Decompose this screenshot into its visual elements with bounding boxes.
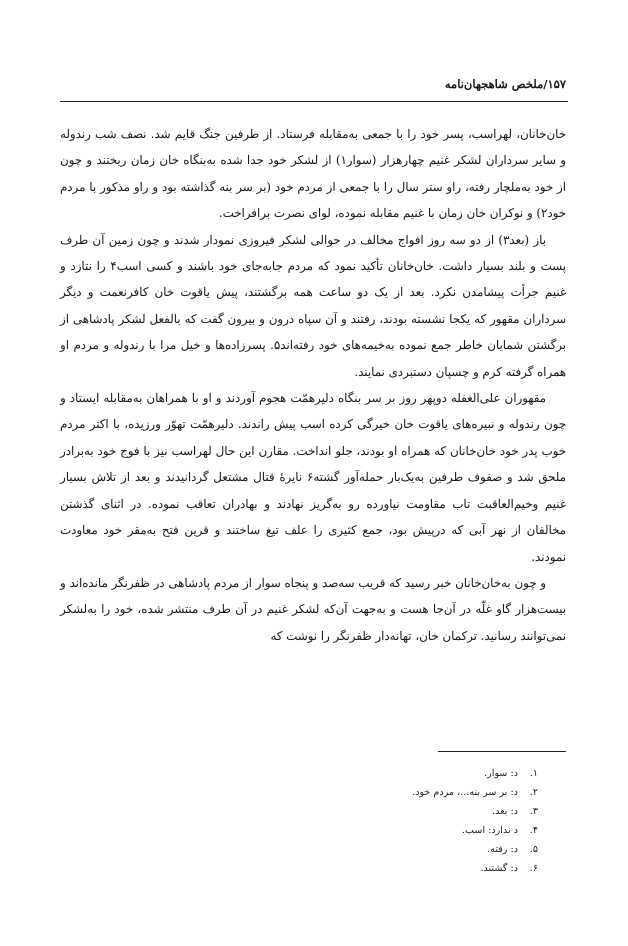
footnote (78, 802, 538, 821)
running-head: ۱۵۷/ملخص شاهجهان‌نامه (444, 77, 566, 91)
footnote-number: ۱. (529, 768, 538, 779)
footnote (78, 764, 538, 783)
footnotes (78, 764, 538, 878)
footnote-text: د: بعد. (492, 806, 518, 817)
footnote (78, 840, 538, 859)
header-rule (60, 101, 568, 102)
footnote (78, 821, 538, 840)
footnote-text: د: بر سر بنه...، مردم خود. (412, 787, 518, 798)
paragraph-1: خان‌خانان، لهراسب، پسر خود را با جمعی به‌مقابله فرستاد. از طرفین جنگ قایم شد. نصف شب رندوله و سایر سرداران لشکر غنیم چهارهزار (سوار۱) از لشکر خود جدا شده به‌بنگاه خان زمان ریختند و چون از خود به‌ملچار رفته، راو ستر سال را با جمعی از مردم خود (بر سر بنه گذاشته بود و راو مذکور با مردم خود۲) و نوکران خان زمان با غنیم مقابله نموده، لوای نصرت برافراخت. (60, 127, 566, 221)
footnote-number: ۵. (529, 844, 538, 855)
footnote-text: د ندارد: اسب. (461, 825, 518, 836)
footnote-text: د: سوار. (484, 768, 518, 779)
footnote (78, 859, 538, 878)
footnote-number: ۲. (529, 787, 538, 798)
footnote-rule (438, 751, 566, 752)
footnote-number: ۴. (529, 825, 538, 836)
body-text (60, 121, 566, 649)
footnote-text: د: گشتند. (480, 863, 518, 874)
footnote-number: ۳. (529, 806, 538, 817)
paragraph-4: و چون به‌خان‌خانان خبر رسید که قریب سه‌صد و پنجاه سوار از مردم پادشاهی در ظفرنگر مانده‌اند و بیست‌هزار گاو غلّه در آن‌جا هست و به‌جهت آن‌که لشکر غنیم در آن طرف منتشر شده، خود را به‌لشکر نمی‌توانند رسانید. ترکمان خان، تهانه‌دار ظفرنگر را نوشت که (60, 575, 566, 643)
paragraph-2: باز (بعد۳) از دو سه روز افواج مخالف در حوالی لشکر فیروزی نمودار شدند و چون زمین آن طرف پست و بلند بسیار داشت. خان‌خانان تأکید نمود که مردم جابه‌جای خود باشند و کسی اسب۴ را نتازد و غنیم جرأت پیشامدن نکرد. بعد از یک دو ساعت همه برگشتند، پیش یاقوت خان کافرنعمت و دیگر سرداران مقهور که یکجا نشسته بودند، رفتند و آن سپاه درون و بیرون گفت که بالفعل لشکر پادشاهی از برگشتن شمایان خاطر جمع نموده به‌خیمه‌های خود رفته‌اند۵. پسرزاده‌ها و خیل مرا با رندوله و مردم او همراه گرفته کرم و چسپان دستبردی نمایند. (60, 232, 567, 379)
footnote-number: ۶. (529, 863, 538, 874)
paragraph-3: مقهوران علی‌الغفله دوپهر روز بر سر بنگاه دلیرهمّت هجوم آوردند و او با همراهان به‌مقابله ایستاد و چون رندوله و نبیره‌های یاقوت خان خیرگی کرده اسب پیش راندند. دلیرهمّت تهوّر ورزیده، با اکثر مردم خوب پدر خود خان‌خانان که همراه او بودند، جلو انداخت. مقارن این حال لهراسب نیز با فوج خود به‌برادر ملحق شد و صفوف طرفین به‌یک‌بار حمله‌آور گشته۶ نایرهٔ قتال مشتعل گردانیدند و بعد از تلاش بسیار غنیم وخیم‌العاقبت تاب مقاومت نیاورده رو به‌گریز نهادند و بهادران تعاقب نموده. در اثنای گذشتن مخالفان از نهر آبی که درپیش بود، جمع کثیری را علف تیغ ساختند و قرین فتح به‌مقر خود معاودت نمودند. (60, 391, 566, 564)
footnote (78, 783, 538, 802)
footnote-text: د: رفته. (487, 844, 518, 855)
